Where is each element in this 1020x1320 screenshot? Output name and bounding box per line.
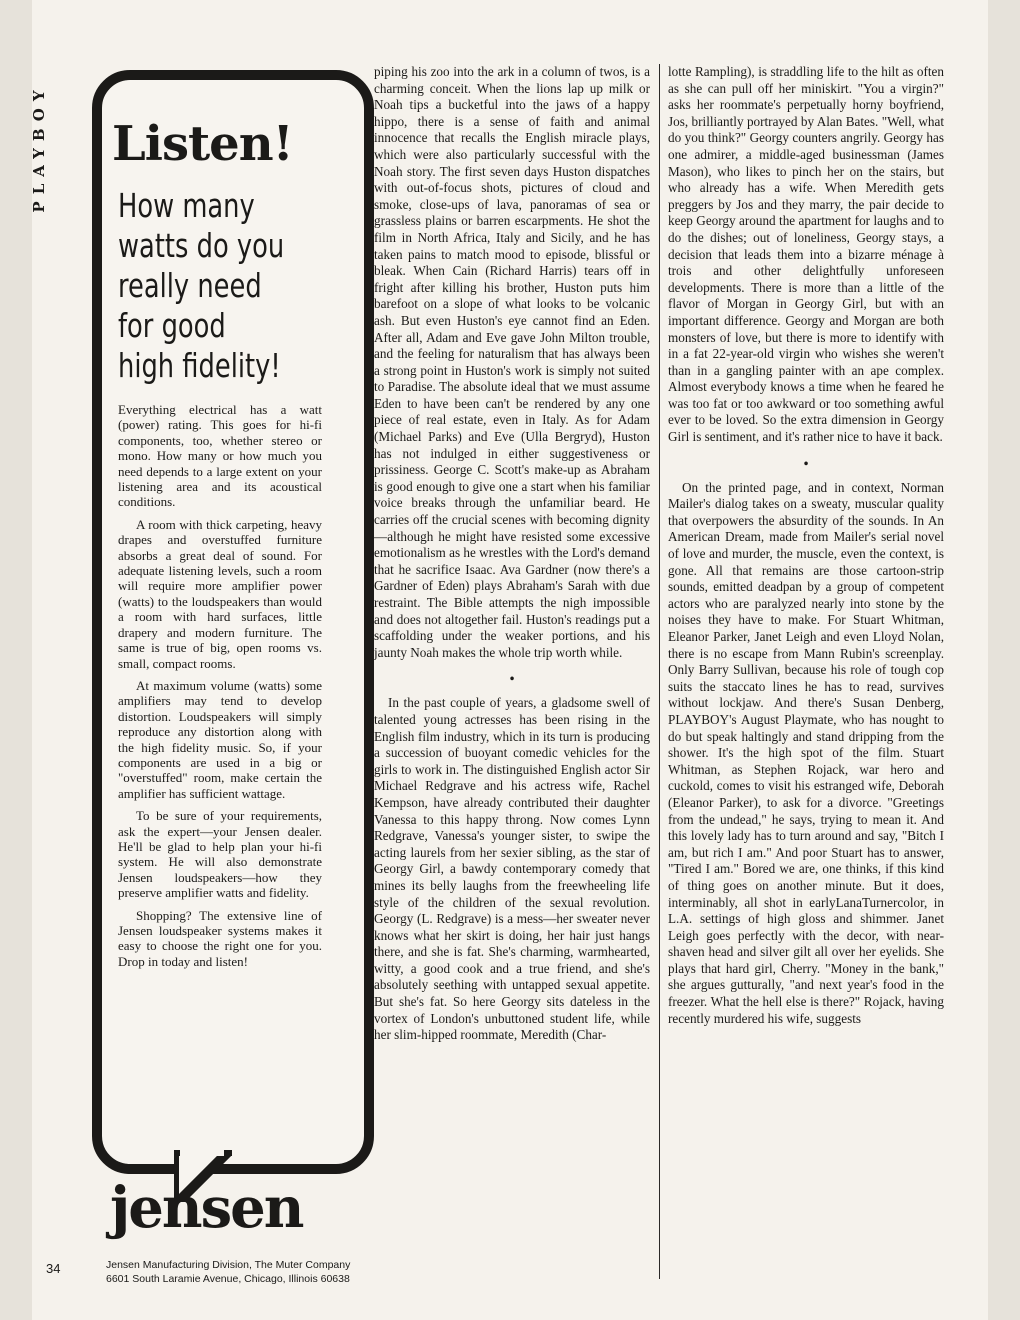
magazine-name: PLAYBOY (30, 83, 48, 213)
ad-subhead-line: How many (118, 186, 255, 225)
section-separator: • (803, 455, 809, 471)
advertiser-address (106, 1258, 356, 1286)
ad-paragraph: A room with thick carpeting, heavy drapes and overstuffed furniture absorbs a great deal of sound. For adequate listening levels, such a room will require more amplifier power (watts) to the loudspeakers than would a room with hard surfaces, little drapery and modern furniture. The same is true of big, open rooms vs. small, compact rooms. (118, 516, 322, 671)
brand-logo: jensen (110, 1175, 303, 1241)
page-margin-right (988, 0, 1020, 1320)
ad-subhead-line: high fidelity! (118, 346, 281, 385)
address-line: 6601 South Laramie Avenue, Chicago, Illinois 60638 (106, 1273, 350, 1285)
ad-paragraph: To be sure of your requirements, ask the expert—your Jensen dealer. He'll be glad to help plan your hi-fi system. He will also demonstrate Jensen loudspeakers—how they preserve amplifier watts and fidelity. (118, 808, 322, 901)
address-line: Jensen Manufacturing Division, The Muter Company (106, 1259, 351, 1271)
page-number: 34 (46, 1261, 61, 1276)
ad-headline: Listen! (112, 116, 293, 172)
ad-paragraph: Shopping? The extensive line of Jensen loudspeaker systems makes it easy to choose the right one for you. Drop in today and listen! (118, 907, 322, 969)
article-paragraph: piping his zoo into the ark in a column of twos, is a charming conceit. When the lions lap up milk or Noah tips a bucketful into the jaws of a happy hippo, there is a sense of faith and animal innocence that recalls the English miracle plays, which were also particularly successful with the Noah story. The first seven days Huston dispatches with out-of-focus shots, pictures of cloud and smoke, close-ups of lava, panoramas of sea or grassless plains or barren escarpments. He shot the film in North Africa, Italy and Sicily, and he has taken pains to match mood to episode, blissful or bleak. When Cain (Richard Harris) tears off in fright after killing his brother, Huston puts him barefoot on a slope of what looks to be volcanic ash. But even Huston's eye cannot find an Eden. After all, Adam and Eve gave John Milton trouble, and the feeling for naturalism that has always been a strong point in Huston's work is simply not suited to Paradise. The absolute ideal that we must assume Eden to have been can't be rendered by any one piece of real estate, even in Italy. As for Adam (Michael Parks) and Eve (Ulla Bergryd), Huston has not indulged in either suggestiveness or prissiness. George C. Scott's make-up as Abraham is good enough to give one a start when his familiar voice breaks through the unfamiliar beard. He carries off the crucial scenes with becoming dignity—although he might have resisted some excessive emotionalism as he wrestles with the Lord's demand that he sacrifice Isaac. Ava Gardner (now there's a Gardner of Eden) plays Abraham's Sarah with due restraint. The Bible attempts the nigh impossible and does not altogether fail. Huston's readings put a scaffolding under the weaker portions, and his jaunty Noah makes the whole trip worth while. (374, 64, 650, 660)
ad-subhead-line: really need (118, 266, 262, 305)
ad-subhead-line: watts do you (118, 226, 285, 265)
page-margin-left (0, 0, 32, 1320)
ad-body-copy (118, 402, 322, 976)
column-rule (659, 64, 660, 1279)
ad-paragraph: At maximum volume (watts) some amplifiers may tend to develop distortion. Loudspeakers will simply reproduce any distortion along with the high fidelity music. So, if your components are used in a big or "overstuffed" room, make certain the amplifier has sufficient wattage. (118, 677, 322, 801)
article-column-2 (668, 64, 944, 1027)
article-paragraph: lotte Rampling), is straddling life to the hilt as often as she can pull off her miniskirt. "You a virgin?" asks her roommate's perpetually horny boyfriend, Jos, brilliantly portrayed by Alan Bates. "Well, what do you think?" Georgy counters angrily. Georgy has one admirer, a middle-aged businessman (James Mason), who likes to pinch her on the stairs, but who already has a wife. When Meredith gets preggers by Jos and they marry, the pair decide to keep Georgy around the apartment for laughs and to do the dishes; out of loneliness, Georgy stays, a decision that leads them into a bizarre ménage à trois and other delightfully unforeseen developments. There is more than a little of the flavor of Morgan in Georgy Girl, but with an important difference. Georgy and Morgan are both monsters of love, but there is more to identify with in a fat 22-year-old virgin who wishes she weren't than in a gangling painter with an ape complex. Almost everybody knows a time when he feared he was too fat or too awkward or too something awful ever to be loved. So the extra dimension in Georgy Girl is sentiment, and it's rather nice to have it back. (668, 64, 944, 445)
ad-subhead (118, 186, 290, 386)
section-separator: • (509, 671, 515, 687)
ad-paragraph: Everything electrical has a watt (power) rating. This goes for hi-fi components, too, whether stereo or mono. How many or how much you need depends to a large extent on your listening area and its acoustical conditions. (118, 402, 322, 510)
article-column-1 (374, 64, 650, 1044)
article-paragraph: In the past couple of years, a gladsome swell of talented young actresses has been rising in the English film industry, which in its turn is producing a succession of buoyant comedic vehicles for the girls to work in. The distinguished English actor Sir Michael Redgrave and his actress wife, Rachel Kempson, have already contributed their daughter Vanessa to this happy throng. Now comes Lynn Redgrave, Vanessa's younger sister, to swipe the acting laurels from her sexier sibling, as the star of Georgy Girl, a bawdy contemporary comedy that mines its belly laughs from the freewheeling life style of the children of the sexual revolution. Georgy (L. Redgrave) is a mess—her sweater never knows what her skirt is doing, her hair just hangs there, and she is fat. She's charming, warmhearted, witty, a good cook and a true friend, and she's absolutely seething with untapped sexual appetite. But she's fat. So here Georgy sits dateless in the vortex of London's unbuttoned student life, while her slim-hipped roommate, Meredith (Char- (374, 695, 650, 1043)
ad-subhead-line: for good (118, 306, 226, 345)
article-paragraph: On the printed page, and in context, Norman Mailer's dialog takes on a sweaty, muscular quality that overpowers the absurdity of the sounds. In An American Dream, made from Mailer's serial novel of love and murder, the muscle, even the context, is gone. All that remains are those cartoon-strip sounds, emitted deadpan by a group of competent actors who are paralyzed nearly into stone by the noises they have to make. For Stuart Whitman, Eleanor Parker, Janet Leigh and even Lloyd Nolan, there is no escape from Mann Rubin's screenplay. Only Barry Sullivan, because his role of tough cop suits the staccato lines he has to read, survives without lockjaw. And there's Susan Denberg, PLAYBOY's August Playmate, who has nought to do but speak haltingly and stand dripping from the shower. It's the high spot of the film. Stuart Whitman, as Stephen Rojack, war hero and cuckold, comes to visit his estranged wife, Deborah (Eleanor Parker), to ask for a divorce. "Greetings from the undead," he says, trying to mean it. And this lovely lady has to turn around and say, "Bitch I am, but rich I am." And poor Stuart has to answer, "Tired I am." Bored we are, one thinks, if this kind of thing goes on another minute. But it does, interminably, all shot in earlyLanaTurnercolor, in L.A. settings of high gloss and shimmer. Janet Leigh goes perfectly with the decor, with near-shaven head and silver gilt all over her eyelids. She plays that hard girl, Cherry. "Money in the bank," she argues gutturally, "and next year's food in the freezer. What the hell else is there?" Rojack, having recently murdered his wife, suggests (668, 479, 944, 1026)
